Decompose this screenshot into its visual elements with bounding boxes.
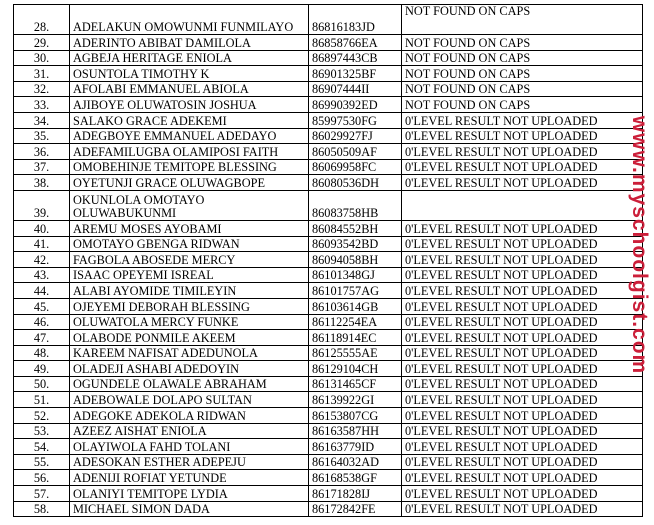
- row-number-cell: 33.: [14, 97, 70, 113]
- row-number-cell: 53.: [14, 423, 70, 439]
- candidate-name-cell: AFOLABI EMMANUEL ABIOLA: [70, 81, 309, 97]
- registration-number-cell: 86101757AG: [309, 283, 402, 299]
- registration-number-cell: 86125555AE: [309, 345, 402, 361]
- watermark: [624, 100, 654, 390]
- table-row: [14, 81, 643, 97]
- status-cell: NOT FOUND ON CAPS: [402, 35, 643, 51]
- status-cell: 0'LEVEL RESULT NOT UPLOADED: [402, 501, 643, 517]
- table-row: [14, 66, 643, 82]
- table-row: [14, 345, 643, 361]
- registration-number-cell: 86168538GF: [309, 470, 402, 486]
- registration-number-cell: 86101348GJ: [309, 267, 402, 283]
- row-number-cell: 47.: [14, 330, 70, 346]
- table-row: [14, 97, 643, 113]
- status-cell: 0'LEVEL RESULT NOT UPLOADED: [402, 267, 643, 283]
- status-cell: NOT FOUND ON CAPS: [402, 5, 643, 35]
- row-number-cell: 39.: [14, 190, 70, 220]
- row-number-cell: 36.: [14, 144, 70, 160]
- table-row: [14, 144, 643, 160]
- status-cell: 0'LEVEL RESULT NOT UPLOADED: [402, 361, 643, 377]
- table-row: [14, 408, 643, 424]
- registration-number-cell: 86129104CH: [309, 361, 402, 377]
- registration-number-cell: 86163779ID: [309, 439, 402, 455]
- candidate-name-cell: ADEBOWALE DOLAPO SULTAN: [70, 392, 309, 408]
- candidate-name-cell: ADESOKAN ESTHER ADEPEJU: [70, 454, 309, 470]
- table-row: [14, 112, 643, 128]
- status-cell: [402, 190, 643, 220]
- status-cell: 0'LEVEL RESULT NOT UPLOADED: [402, 392, 643, 408]
- status-cell: 0'LEVEL RESULT NOT UPLOADED: [402, 236, 643, 252]
- status-cell: 0'LEVEL RESULT NOT UPLOADED: [402, 330, 643, 346]
- status-cell: 0'LEVEL RESULT NOT UPLOADED: [402, 486, 643, 502]
- row-number-cell: 55.: [14, 454, 70, 470]
- registration-number-cell: 86118914EC: [309, 330, 402, 346]
- status-cell: NOT FOUND ON CAPS: [402, 66, 643, 82]
- row-number-cell: 29.: [14, 35, 70, 51]
- registration-number-cell: 86069958FC: [309, 159, 402, 175]
- candidate-name-cell: ADEGBOYE EMMANUEL ADEDAYO: [70, 128, 309, 144]
- table-row: [14, 376, 643, 392]
- table-row: [14, 330, 643, 346]
- registration-number-cell: 86094058BH: [309, 252, 402, 268]
- table-row: [14, 361, 643, 377]
- candidate-name-cell: ADERINTO ABIBAT DAMILOLA: [70, 35, 309, 51]
- registration-number-cell: 86050509AF: [309, 144, 402, 160]
- candidate-name-cell: ADELAKUN OMOWUNMI FUNMILAYO: [70, 5, 309, 35]
- registration-number-cell: 86172842FE: [309, 501, 402, 517]
- table-row: [14, 470, 643, 486]
- table-row: [14, 220, 643, 236]
- candidate-name-cell: OLUWATOLA MERCY FUNKE: [70, 314, 309, 330]
- candidate-name-cell: AZEEZ AISHAT ENIOLA: [70, 423, 309, 439]
- table-row: [14, 50, 643, 66]
- registration-number-cell: 86816183JD: [309, 5, 402, 35]
- row-number-cell: 58.: [14, 501, 70, 517]
- candidate-name-cell: MICHAEL SIMON DADA: [70, 501, 309, 517]
- candidate-name-cell: ALABI AYOMIDE TIMILEYIN: [70, 283, 309, 299]
- table-row: [14, 423, 643, 439]
- row-number-cell: 45.: [14, 298, 70, 314]
- table-row: [14, 486, 643, 502]
- row-number-cell: 44.: [14, 283, 70, 299]
- candidate-name-cell: OGUNDELE OLAWALE ABRAHAM: [70, 376, 309, 392]
- results-table-body: [14, 5, 643, 517]
- table-row: [14, 159, 643, 175]
- candidate-name-cell: SALAKO GRACE ADEKEMI: [70, 112, 309, 128]
- status-cell: 0'LEVEL RESULT NOT UPLOADED: [402, 144, 643, 160]
- registration-number-cell: 86103614GB: [309, 298, 402, 314]
- table-row: [14, 283, 643, 299]
- candidate-name-cell: ADEFAMILUGBA OLAMIPOSI FAITH: [70, 144, 309, 160]
- row-number-cell: 37.: [14, 159, 70, 175]
- candidate-name-cell: OLANIYI TEMITOPE LYDIA: [70, 486, 309, 502]
- registration-number-cell: 86093542BD: [309, 236, 402, 252]
- table-row: [14, 236, 643, 252]
- table-row: [14, 175, 643, 191]
- row-number-cell: 52.: [14, 408, 70, 424]
- candidate-name-cell: OLABODE PONMILE AKEEM: [70, 330, 309, 346]
- registration-number-cell: 86083758HB: [309, 190, 402, 220]
- registration-number-cell: 86153807CG: [309, 408, 402, 424]
- registration-number-cell: 86139922GI: [309, 392, 402, 408]
- status-cell: 0'LEVEL RESULT NOT UPLOADED: [402, 423, 643, 439]
- registration-number-cell: 86171828IJ: [309, 486, 402, 502]
- status-cell: NOT FOUND ON CAPS: [402, 97, 643, 113]
- registration-number-cell: 86084552BH: [309, 220, 402, 236]
- registration-number-cell: 86163587HH: [309, 423, 402, 439]
- row-number-cell: 56.: [14, 470, 70, 486]
- registration-number-cell: 86080536DH: [309, 175, 402, 191]
- registration-number-cell: 86897443CB: [309, 50, 402, 66]
- row-number-cell: 31.: [14, 66, 70, 82]
- registration-number-cell: 86858766EA: [309, 35, 402, 51]
- table-row: [14, 439, 643, 455]
- row-number-cell: 32.: [14, 81, 70, 97]
- status-cell: 0'LEVEL RESULT NOT UPLOADED: [402, 283, 643, 299]
- status-cell: 0'LEVEL RESULT NOT UPLOADED: [402, 128, 643, 144]
- table-row: [14, 252, 643, 268]
- candidate-name-cell: OSUNTOLA TIMOTHY K: [70, 66, 309, 82]
- status-cell: 0'LEVEL RESULT NOT UPLOADED: [402, 159, 643, 175]
- table-row: [14, 128, 643, 144]
- status-cell: 0'LEVEL RESULT NOT UPLOADED: [402, 252, 643, 268]
- registration-number-cell: 85997530FG: [309, 112, 402, 128]
- candidate-name-cell: OMOBEHINJE TEMITOPE BLESSING: [70, 159, 309, 175]
- row-number-cell: 34.: [14, 112, 70, 128]
- watermark-text: www.myschoolgist.com: [628, 115, 651, 375]
- table-row: [14, 392, 643, 408]
- candidate-name-cell: AJIBOYE OLUWATOSIN JOSHUA: [70, 97, 309, 113]
- row-number-cell: 48.: [14, 345, 70, 361]
- table-row: [14, 5, 643, 35]
- candidate-name-cell: AREMU MOSES AYOBAMI: [70, 220, 309, 236]
- status-cell: NOT FOUND ON CAPS: [402, 81, 643, 97]
- table-row: [14, 454, 643, 470]
- candidate-name-cell: KAREEM NAFISAT ADEDUNOLA: [70, 345, 309, 361]
- row-number-cell: 40.: [14, 220, 70, 236]
- table-row: [14, 298, 643, 314]
- candidate-name-cell: FAGBOLA ABOSEDE MERCY: [70, 252, 309, 268]
- candidate-name-cell: OLAYIWOLA FAHD TOLANI: [70, 439, 309, 455]
- row-number-cell: 57.: [14, 486, 70, 502]
- row-number-cell: 49.: [14, 361, 70, 377]
- status-cell: 0'LEVEL RESULT NOT UPLOADED: [402, 175, 643, 191]
- status-cell: 0'LEVEL RESULT NOT UPLOADED: [402, 376, 643, 392]
- status-cell: 0'LEVEL RESULT NOT UPLOADED: [402, 454, 643, 470]
- registration-number-cell: 86112254EA: [309, 314, 402, 330]
- candidate-name-cell: ADENIJI ROFIAT YETUNDE: [70, 470, 309, 486]
- row-number-cell: 46.: [14, 314, 70, 330]
- row-number-cell: 54.: [14, 439, 70, 455]
- row-number-cell: 43.: [14, 267, 70, 283]
- candidate-name-cell: OYETUNJI GRACE OLUWAGBOPE: [70, 175, 309, 191]
- row-number-cell: 35.: [14, 128, 70, 144]
- registration-number-cell: 86901325BF: [309, 66, 402, 82]
- status-cell: 0'LEVEL RESULT NOT UPLOADED: [402, 439, 643, 455]
- status-cell: 0'LEVEL RESULT NOT UPLOADED: [402, 408, 643, 424]
- candidate-name-cell: OLADEJI ASHABI ADEDOYIN: [70, 361, 309, 377]
- status-cell: NOT FOUND ON CAPS: [402, 50, 643, 66]
- status-cell: 0'LEVEL RESULT NOT UPLOADED: [402, 470, 643, 486]
- table-row: [14, 35, 643, 51]
- status-cell: 0'LEVEL RESULT NOT UPLOADED: [402, 112, 643, 128]
- candidate-name-cell: ADEGOKE ADEKOLA RIDWAN: [70, 408, 309, 424]
- status-cell: 0'LEVEL RESULT NOT UPLOADED: [402, 314, 643, 330]
- registration-number-cell: 86131465CF: [309, 376, 402, 392]
- status-cell: 0'LEVEL RESULT NOT UPLOADED: [402, 345, 643, 361]
- row-number-cell: 41.: [14, 236, 70, 252]
- registration-number-cell: 86029927FJ: [309, 128, 402, 144]
- registration-number-cell: 86164032AD: [309, 454, 402, 470]
- row-number-cell: 38.: [14, 175, 70, 191]
- candidate-name-cell: OKUNLOLA OMOTAYO OLUWABUKUNMI: [70, 190, 309, 220]
- candidate-name-cell: ISAAC OPEYEMI ISREAL: [70, 267, 309, 283]
- candidate-name-cell: OMOTAYO GBENGA RIDWAN: [70, 236, 309, 252]
- registration-number-cell: 86990392ED: [309, 97, 402, 113]
- registration-number-cell: 86907444II: [309, 81, 402, 97]
- row-number-cell: 42.: [14, 252, 70, 268]
- results-table: [13, 4, 643, 517]
- table-row: [14, 501, 643, 517]
- row-number-cell: 50.: [14, 376, 70, 392]
- table-row: [14, 190, 643, 220]
- row-number-cell: 28.: [14, 5, 70, 35]
- table-row: [14, 267, 643, 283]
- row-number-cell: 51.: [14, 392, 70, 408]
- candidate-name-cell: AGBEJA HERITAGE ENIOLA: [70, 50, 309, 66]
- candidate-name-cell: OJEYEMI DEBORAH BLESSING: [70, 298, 309, 314]
- status-cell: 0'LEVEL RESULT NOT UPLOADED: [402, 298, 643, 314]
- table-row: [14, 314, 643, 330]
- row-number-cell: 30.: [14, 50, 70, 66]
- status-cell: 0'LEVEL RESULT NOT UPLOADED: [402, 220, 643, 236]
